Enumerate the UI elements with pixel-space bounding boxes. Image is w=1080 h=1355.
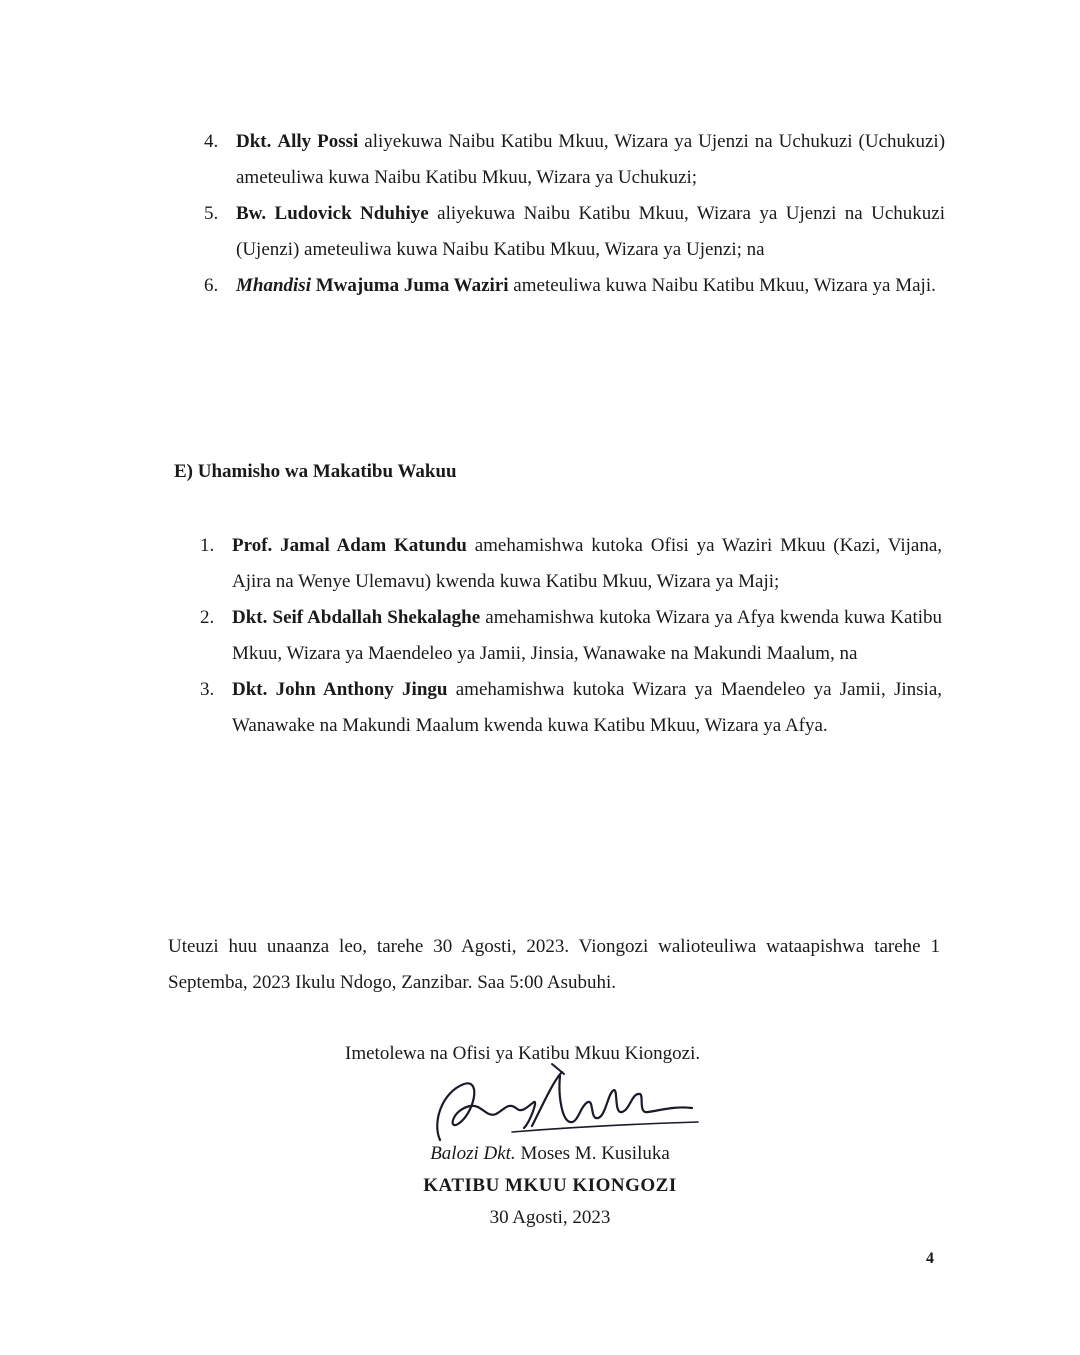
list-item	[196, 672, 942, 744]
list-item	[200, 268, 945, 304]
item-text: aliyekuwa Naibu Katibu Mkuu, Wizara ya Ujenzi na Uchukuzi (Ujenzi) ameteuliwa kuwa Naibu Katibu Mkuu, Wizara ya Ujenzi; na	[236, 203, 946, 260]
signatory-honorific: Balozi Dkt.	[430, 1143, 516, 1164]
list-item	[196, 600, 942, 672]
person-name: Ludovick Nduhiye	[274, 203, 429, 224]
item-text: amehamishwa kutoka Wizara ya Maendeleo ya Jamii, Jinsia, Wanawake na Makundi Maalum kwenda kuwa Katibu Mkuu, Wizara ya Afya.	[232, 679, 942, 736]
item-number: 3.	[200, 679, 215, 700]
item-number: 5.	[204, 203, 219, 224]
person-prefix: Mhandisi	[236, 275, 311, 296]
person-prefix: Bw.	[236, 203, 267, 224]
item-number: 2.	[200, 607, 215, 628]
closing-paragraph: Uteuzi huu unaanza leo, tarehe 30 Agosti, 2023. Viongozi walioteuliwa wataapishwa tarehe 1 Septemba, 2023 Ikulu Ndogo, Zanzibar. Saa 5:00 Asubuhi.	[168, 936, 940, 993]
transfers-list	[196, 528, 942, 744]
item-text: aliyekuwa Naibu Katibu Mkuu, Wizara ya Ujenzi na Uchukuzi (Uchukuzi) ameteuliwa kuwa Naibu Katibu Mkuu, Wizara ya Uchukuzi;	[236, 131, 946, 188]
item-number: 6.	[204, 275, 219, 296]
signatory-name: Moses M. Kusiluka	[520, 1143, 670, 1164]
item-number: 1.	[200, 535, 215, 556]
signatory-line	[400, 1138, 700, 1170]
person-name: Mwajuma Juma Waziri	[315, 275, 509, 296]
page-number: 4	[926, 1250, 934, 1267]
item-text: ameteuliwa kuwa Naibu Katibu Mkuu, Wizara ya Maji.	[513, 275, 936, 296]
item-text: amehamishwa kutoka Wizara ya Afya kwenda kuwa Katibu Mkuu, Wizara ya Maendeleo ya Jamii, Jinsia, Wanawake na Makundi Maalum, na	[232, 607, 943, 664]
appointments-list-continued	[200, 124, 945, 304]
signature-block	[400, 1138, 700, 1234]
signatory-title: KATIBU MKUU KIONGOZI	[423, 1175, 677, 1196]
item-number: 4.	[204, 131, 219, 152]
list-item	[196, 528, 942, 600]
item-text: amehamishwa kutoka Ofisi ya Waziri Mkuu (Kazi, Vijana, Ajira na Wenye Ulemavu) kwenda kuwa Katibu Mkuu, Wizara ya Maji;	[232, 535, 942, 592]
person-prefix: Dkt.	[236, 131, 272, 152]
person-prefix: Dkt.	[232, 679, 268, 700]
person-name: Jamal Adam Katundu	[280, 535, 467, 556]
issued-by-line: Imetolewa na Ofisi ya Katibu Mkuu Kiongozi.	[345, 1043, 701, 1064]
person-name: Ally Possi	[277, 131, 359, 152]
person-prefix: Dkt.	[232, 607, 268, 628]
person-name: John Anthony Jingu	[275, 679, 448, 700]
list-item	[200, 196, 945, 268]
list-item	[200, 124, 945, 196]
section-e-heading: E) Uhamisho wa Makatibu Wakuu	[174, 461, 457, 482]
person-prefix: Prof.	[232, 535, 273, 556]
person-name: Seif Abdallah Shekalaghe	[272, 607, 481, 628]
signature-date: 30 Agosti, 2023	[489, 1207, 611, 1228]
